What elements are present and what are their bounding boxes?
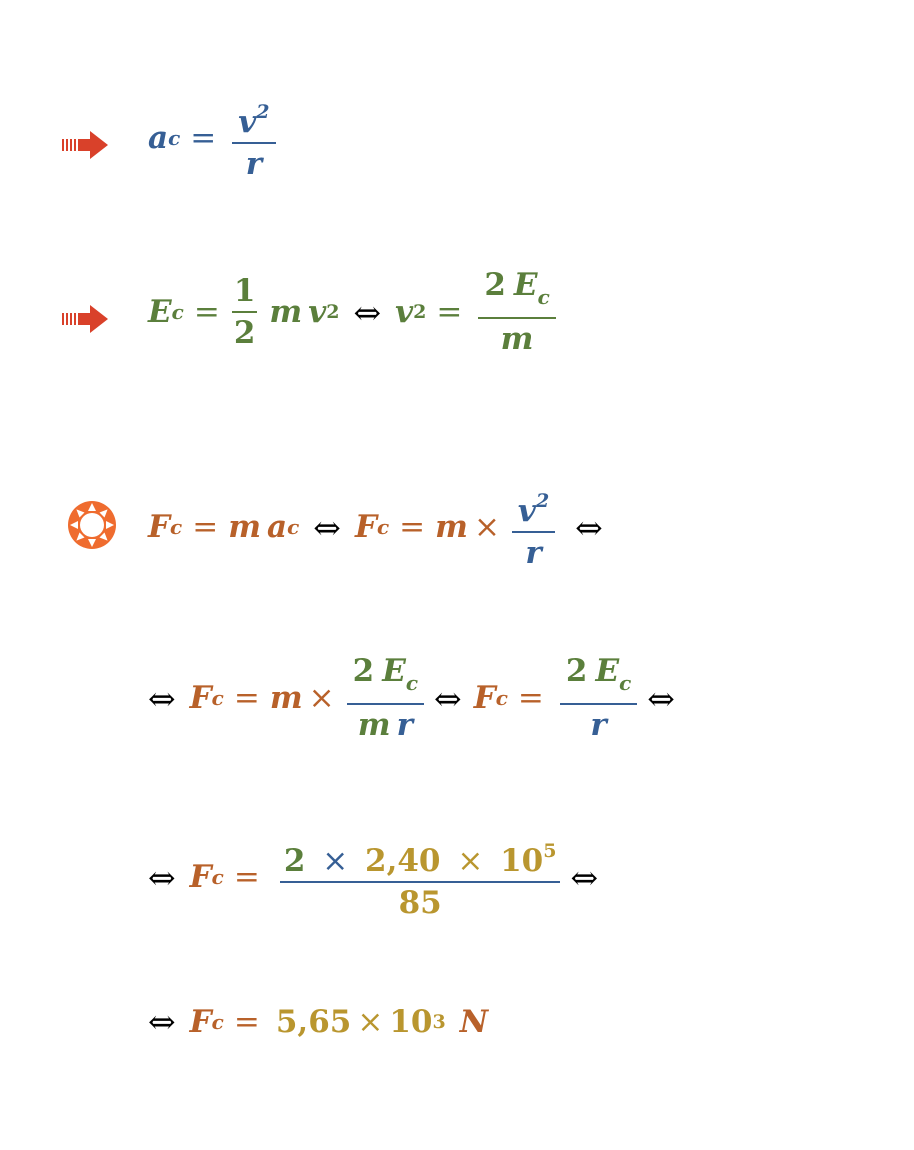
fraction-2Ec-over-r: $\frac{2 E_c}{r}$ <box>560 651 637 745</box>
equivalence-arrow: ⇔ <box>313 507 341 547</box>
subscript-c: c <box>168 126 181 150</box>
symbol-m: m <box>269 294 303 330</box>
equation-centripetal-force: F c = m a c ⇔ F c = m × $\frac{v^2}{r}$ ⇔ <box>148 481 617 573</box>
symbol-F: F <box>189 680 212 716</box>
equation-result: ⇔ F c = 5,65 × 10 3 N <box>148 1002 489 1041</box>
fraction-v2-over-r <box>232 92 275 184</box>
equivalence-arrow: ⇔ <box>570 857 599 897</box>
equivalence-arrow: ⇔ <box>434 678 462 718</box>
denominator: r <box>245 146 263 182</box>
equation-kinetic-energy: E c = $\frac{1}{2}$ m v 2 ⇔ v 2 = $\frac{2 E_c}{m}$ <box>148 265 562 359</box>
symbol-a: a <box>148 120 169 156</box>
symbol-m: m <box>435 509 468 545</box>
equivalence-arrow: ⇔ <box>575 507 603 547</box>
equals-sign: = <box>193 294 220 330</box>
numerator: 2 $E_c$ <box>484 267 550 309</box>
unit-newton: N <box>459 1003 489 1040</box>
equivalence-arrow: ⇔ <box>148 678 176 718</box>
times-sign: × <box>308 680 335 716</box>
fraction-2Ec-over-m <box>478 265 555 359</box>
symbol-E: E <box>148 294 172 330</box>
arrow-right-icon <box>62 131 108 159</box>
arrow-right-icon <box>62 305 108 333</box>
equivalence-arrow: ⇔ <box>148 1002 176 1041</box>
symbol-m: m <box>269 680 303 716</box>
sun-icon <box>67 500 117 550</box>
symbol-v: v <box>308 294 327 330</box>
symbol-v: v <box>395 294 414 330</box>
fraction-one-half: $\frac{1}{2}$ <box>233 273 256 351</box>
result-mantissa: 5,65 <box>275 1003 352 1040</box>
symbol-F: F <box>189 859 212 895</box>
symbol-a: a <box>267 509 288 545</box>
equation-centripetal-acceleration <box>148 92 282 184</box>
symbol-F: F <box>354 509 377 545</box>
symbol-F: F <box>148 509 171 545</box>
result-exponent: 3 <box>432 1010 446 1033</box>
equals-sign: = <box>517 680 544 716</box>
fraction-numeric: $\frac{2 \times 2,40 \times 10^5}{85}$ <box>280 831 561 923</box>
times-sign: × <box>473 509 500 545</box>
equals-sign: = <box>192 509 219 545</box>
symbol-F: F <box>189 1003 212 1040</box>
equals-sign: = <box>190 120 217 156</box>
equation-numeric-substitution: ⇔ F c = $\frac{2 \times 2,40 \times 10^5}{85}$ ⇔ <box>148 831 602 923</box>
denominator: m <box>500 321 534 357</box>
symbol-F: F <box>473 680 496 716</box>
result-power-base: 10 <box>389 1003 433 1040</box>
fraction-2Ec-over-mr: $\frac{2 E_c}{\text{m r}}$ <box>347 651 424 745</box>
equals-sign: = <box>233 680 260 716</box>
equals-sign: = <box>233 859 260 895</box>
equals-sign: = <box>233 1003 260 1040</box>
symbol-m: m <box>228 509 261 545</box>
times-sign: × <box>357 1003 384 1040</box>
equivalence-arrow: ⇔ <box>353 292 382 332</box>
equivalence-arrow: ⇔ <box>647 678 675 718</box>
subscript-c: c <box>171 300 184 324</box>
equals-sign: = <box>399 509 426 545</box>
equation-force-substitution: ⇔ F c = m × $\frac{2 E_c}{\text{m r}}$ ⇔ F c = $\frac{2 E_c}{r}$ ⇔ <box>148 653 675 743</box>
numerator: $v^2$ <box>238 101 270 140</box>
equivalence-arrow: ⇔ <box>148 857 176 897</box>
fraction-v2-over-r: $\frac{v^2}{r}$ <box>512 481 555 573</box>
equals-sign: = <box>436 294 463 330</box>
